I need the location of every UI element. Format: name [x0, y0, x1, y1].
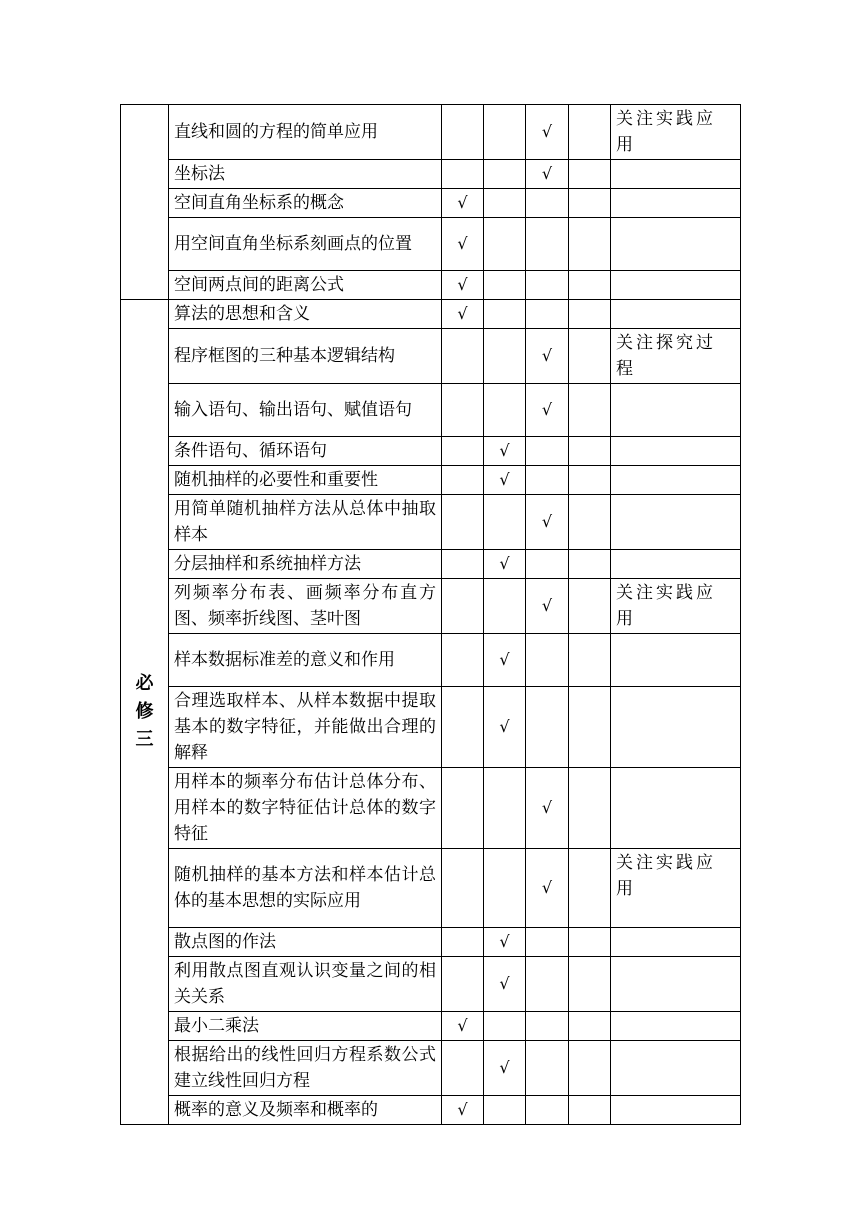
table-row	[121, 384, 741, 437]
level-cell-2	[484, 466, 526, 495]
note-cell	[611, 768, 741, 849]
level-cell-1	[442, 1041, 484, 1096]
level-cell-3	[526, 634, 569, 687]
level-cell-3	[526, 384, 569, 437]
note-cell	[611, 928, 741, 957]
table-row	[121, 189, 741, 218]
level-cell-3	[526, 849, 569, 928]
curriculum-table	[120, 104, 741, 1125]
level-cell-1	[442, 550, 484, 579]
note-cell	[611, 957, 741, 1012]
table-row	[121, 300, 741, 329]
check-mark: √	[541, 400, 553, 419]
level-cell-4	[569, 1012, 611, 1041]
check-mark: √	[499, 554, 510, 573]
level-cell-1	[442, 466, 484, 495]
check-mark: √	[457, 1100, 468, 1119]
check-mark: √	[499, 650, 510, 669]
check-mark: √	[457, 1016, 468, 1035]
level-cell-3	[526, 218, 569, 271]
topic-cell: 随机抽样的基本方法和样本估计总体的基本思想的实际应用	[169, 849, 442, 928]
level-cell-3	[526, 579, 569, 634]
level-cell-4	[569, 1041, 611, 1096]
level-cell-2	[484, 849, 526, 928]
level-cell-1	[442, 849, 484, 928]
topic-cell: 程序框图的三种基本逻辑结构	[169, 329, 442, 384]
topic-cell: 分层抽样和系统抽样方法	[169, 550, 442, 579]
topic-cell: 用简单随机抽样方法从总体中抽取样本	[169, 495, 442, 550]
level-cell-1	[442, 957, 484, 1012]
table-row	[121, 1041, 741, 1096]
level-cell-3	[526, 329, 569, 384]
level-cell-4	[569, 928, 611, 957]
check-mark: √	[457, 304, 468, 323]
level-cell-4	[569, 849, 611, 928]
level-cell-2	[484, 1041, 526, 1096]
check-mark: √	[499, 932, 510, 951]
note-cell	[611, 687, 741, 768]
level-cell-3	[526, 550, 569, 579]
level-cell-1	[442, 1096, 484, 1125]
note-cell	[611, 218, 741, 271]
level-cell-4	[569, 271, 611, 300]
level-cell-3	[526, 160, 569, 189]
level-cell-3	[526, 495, 569, 550]
level-cell-4	[569, 495, 611, 550]
topic-cell: 概率的意义及频率和概率的	[169, 1096, 442, 1125]
level-cell-4	[569, 687, 611, 768]
level-cell-4	[569, 160, 611, 189]
table-row	[121, 466, 741, 495]
table-row	[121, 1012, 741, 1041]
level-cell-2	[484, 384, 526, 437]
level-cell-4	[569, 579, 611, 634]
level-cell-2	[484, 1096, 526, 1125]
level-cell-2	[484, 218, 526, 271]
table-row	[121, 957, 741, 1012]
topic-cell: 空间直角坐标系的概念	[169, 189, 442, 218]
level-cell-2	[484, 687, 526, 768]
level-cell-3	[526, 466, 569, 495]
level-cell-3	[526, 271, 569, 300]
level-cell-2	[484, 300, 526, 329]
level-cell-2	[484, 271, 526, 300]
note-cell	[611, 160, 741, 189]
level-cell-4	[569, 189, 611, 218]
level-cell-4	[569, 768, 611, 849]
note-cell: 关注实践应用	[611, 105, 741, 160]
level-cell-2	[484, 634, 526, 687]
topic-cell: 列频率分布表、画频率分布直方图、频率折线图、茎叶图	[169, 579, 442, 634]
section-label: 必修三	[135, 673, 154, 750]
level-cell-3	[526, 768, 569, 849]
level-cell-1	[442, 437, 484, 466]
note-cell	[611, 1012, 741, 1041]
level-cell-2	[484, 957, 526, 1012]
level-cell-2	[484, 105, 526, 160]
check-mark: √	[541, 512, 553, 531]
level-cell-1	[442, 300, 484, 329]
level-cell-2	[484, 579, 526, 634]
level-cell-1	[442, 218, 484, 271]
level-cell-2	[484, 189, 526, 218]
level-cell-1	[442, 271, 484, 300]
table-row	[121, 634, 741, 687]
level-cell-4	[569, 1096, 611, 1125]
note-cell	[611, 1096, 741, 1125]
level-cell-1	[442, 768, 484, 849]
topic-cell: 最小二乘法	[169, 1012, 442, 1041]
level-cell-1	[442, 495, 484, 550]
level-cell-1	[442, 329, 484, 384]
note-cell	[611, 495, 741, 550]
check-mark: √	[499, 974, 510, 993]
table-row	[121, 105, 741, 160]
check-mark: √	[541, 878, 553, 897]
level-cell-4	[569, 105, 611, 160]
note-cell: 关注实践应用	[611, 579, 741, 634]
level-cell-1	[442, 160, 484, 189]
level-cell-4	[569, 384, 611, 437]
level-cell-2	[484, 928, 526, 957]
check-mark: √	[541, 346, 553, 365]
table-row	[121, 271, 741, 300]
note-cell	[611, 1041, 741, 1096]
check-mark: √	[541, 122, 553, 141]
level-cell-4	[569, 437, 611, 466]
check-mark: √	[457, 193, 468, 212]
table-row	[121, 160, 741, 189]
topic-cell: 条件语句、循环语句	[169, 437, 442, 466]
table-row	[121, 218, 741, 271]
table-row	[121, 1096, 741, 1125]
topic-cell: 随机抽样的必要性和重要性	[169, 466, 442, 495]
table-row	[121, 928, 741, 957]
table-row	[121, 768, 741, 849]
note-cell	[611, 189, 741, 218]
level-cell-4	[569, 300, 611, 329]
note-cell	[611, 300, 741, 329]
note-cell	[611, 466, 741, 495]
check-mark: √	[499, 470, 510, 489]
level-cell-4	[569, 218, 611, 271]
level-cell-3	[526, 300, 569, 329]
table-row	[121, 495, 741, 550]
level-cell-1	[442, 634, 484, 687]
level-cell-3	[526, 437, 569, 466]
check-mark: √	[541, 798, 553, 817]
level-cell-3	[526, 1012, 569, 1041]
topic-cell: 样本数据标准差的意义和作用	[169, 634, 442, 687]
table-row	[121, 329, 741, 384]
level-cell-2	[484, 550, 526, 579]
note-cell: 关注实践应用	[611, 849, 741, 928]
level-cell-3	[526, 1096, 569, 1125]
topic-cell: 用样本的频率分布估计总体分布、用样本的数字特征估计总体的数字特征	[169, 768, 442, 849]
check-mark: √	[457, 234, 468, 253]
table-row	[121, 437, 741, 466]
level-cell-1	[442, 1012, 484, 1041]
table-row	[121, 687, 741, 768]
level-cell-1	[442, 189, 484, 218]
note-cell	[611, 550, 741, 579]
topic-cell: 合理选取样本、从样本数据中提取基本的数字特征，并能做出合理的解释	[169, 687, 442, 768]
level-cell-3	[526, 928, 569, 957]
topic-cell: 散点图的作法	[169, 928, 442, 957]
check-mark: √	[499, 1058, 510, 1077]
table-row	[121, 550, 741, 579]
level-cell-1	[442, 384, 484, 437]
check-mark: √	[541, 164, 553, 183]
level-cell-1	[442, 579, 484, 634]
level-cell-3	[526, 957, 569, 1012]
level-cell-2	[484, 329, 526, 384]
section-label-cell	[121, 105, 169, 300]
check-mark: √	[541, 596, 553, 615]
level-cell-3	[526, 189, 569, 218]
level-cell-3	[526, 1041, 569, 1096]
note-cell	[611, 634, 741, 687]
topic-cell: 空间两点间的距离公式	[169, 271, 442, 300]
topic-cell: 坐标法	[169, 160, 442, 189]
note-cell: 关注探究过程	[611, 329, 741, 384]
topic-cell: 根据给出的线性回归方程系数公式建立线性回归方程	[169, 1041, 442, 1096]
level-cell-4	[569, 634, 611, 687]
level-cell-4	[569, 329, 611, 384]
check-mark: √	[499, 717, 510, 736]
check-mark: √	[457, 275, 468, 294]
note-cell	[611, 271, 741, 300]
topic-cell: 利用散点图直观认识变量之间的相关关系	[169, 957, 442, 1012]
table-row	[121, 849, 741, 928]
level-cell-4	[569, 466, 611, 495]
table-row	[121, 579, 741, 634]
level-cell-2	[484, 1012, 526, 1041]
level-cell-4	[569, 957, 611, 1012]
level-cell-1	[442, 928, 484, 957]
level-cell-2	[484, 495, 526, 550]
note-cell	[611, 384, 741, 437]
section-label-cell	[121, 300, 169, 1125]
level-cell-2	[484, 437, 526, 466]
note-cell	[611, 437, 741, 466]
level-cell-4	[569, 550, 611, 579]
level-cell-2	[484, 768, 526, 849]
level-cell-1	[442, 105, 484, 160]
level-cell-3	[526, 687, 569, 768]
level-cell-1	[442, 687, 484, 768]
level-cell-3	[526, 105, 569, 160]
check-mark: √	[499, 441, 510, 460]
topic-cell: 直线和圆的方程的简单应用	[169, 105, 442, 160]
level-cell-2	[484, 160, 526, 189]
topic-cell: 输入语句、输出语句、赋值语句	[169, 384, 442, 437]
topic-cell: 用空间直角坐标系刻画点的位置	[169, 218, 442, 271]
topic-cell: 算法的思想和含义	[169, 300, 442, 329]
